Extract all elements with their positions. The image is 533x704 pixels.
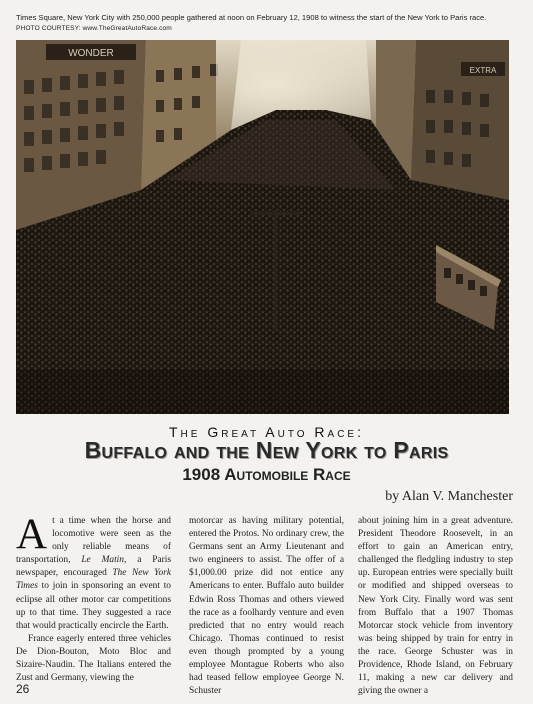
article-subtitle: 1908 Automobile Race [182,465,351,484]
caption-text: Times Square, New York City with 250,000 people gathered at noon on February 12, 1908 to witness the start of the New York to Paris race. [16,13,487,22]
sign-wonder: WONDER [68,48,114,59]
article-column-3 [358,515,513,698]
paragraph [16,511,171,633]
drop-cap: A [16,511,48,558]
sign-extra: EXTRA [469,66,497,75]
paragraph: motorcar as having military potential, entered the Protos. No ordinary crew, the Germans sent an Army Lieutenant and two engineers to assist. The offer of a $1,000.00 prize did not entice any Americans to enter. Buffalo auto builder Edwin Ross Thomas and others viewed the race as a foolhardy venture and even predicted that no entry would reach Chicago. Thomas continued to resist even though prompted by a young employee Montague Roberts who also had teased fellow employee George N. Schuster [189,516,344,697]
article-column-1 [16,511,171,685]
article-column-2 [189,515,344,698]
paragraph-text: to join in sponsoring an event to eclipse all other motor car competitions up to that time. They suggested a race that would practically encircle the Earth. [16,581,171,631]
byline: by Alan V. Manchester [385,489,513,504]
paragraph: about joining him in a great adventure. President Theodore Roosevelt, in an effort to gain an American entry, challenged the fledgling industry to step up. European entries were specially built or modified and shipped overseas to New York City. Finally word was sent from Buffalo that a 1907 Thomas Motorcar stock vehicle from inventory was being shipped by train for entry in the race. George Schuster was in Providence, Rhode Island, on February 11, making a new car delivery and giving the owner a [358,516,513,697]
publication-name: Le Matin [81,555,124,566]
paragraph-text: , a Paris newspaper, encouraged [16,555,171,579]
photo-caption [16,12,521,34]
article-kicker: The Great Auto Race: [169,424,364,440]
publication-name: The New York Times [16,568,171,592]
article-title: Buffalo and the New York to Paris [84,437,449,463]
paragraph: France eagerly entered three vehicles De Dion-Bouton, Moto Bloc and Sizaire-Naudin. The Italians entered the Zust and Germany, viewing the [16,633,171,684]
times-square-photo [16,40,509,414]
photo-credit: PHOTO COURTESY: www.TheGreatAutoRace.com [16,25,172,32]
page-number: 26 [16,682,30,696]
paragraph-text: t a time when the horse and locomotive were seen as the only reliable means of transportation, [16,516,171,566]
